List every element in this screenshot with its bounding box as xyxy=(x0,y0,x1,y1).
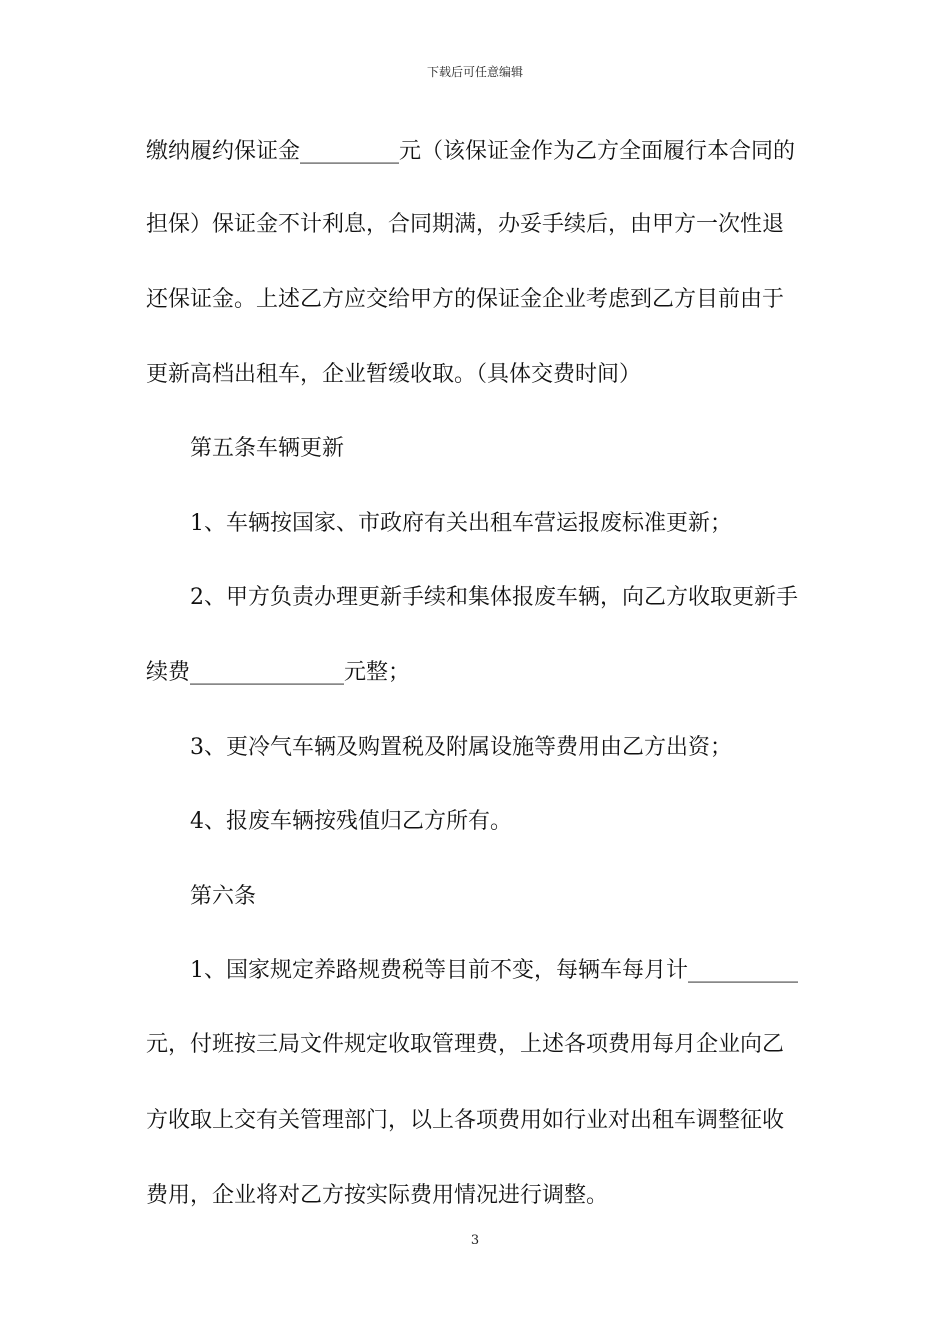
clause-6-1-continued-1: 元，付班按三局文件规定收取管理费，上述各项费用每月企业向乙 xyxy=(146,1032,785,1057)
paragraph-line-3: 还保证金。上述乙方应交给甲方的保证金企业考虑到乙方目前由于 xyxy=(146,287,785,312)
section-heading-5: 第五条车辆更新 xyxy=(190,436,345,461)
paragraph-line-1: 缴纳履约保证金_________元（该保证金作为乙方全面履行本合同的 xyxy=(146,139,796,164)
clause-6-1: 1、国家规定养路规费税等目前不变，每辆车每月计__________ xyxy=(190,958,798,983)
edit-note: 下载后可任意编辑 xyxy=(426,65,523,79)
clause-5-2: 2、甲方负责办理更新手续和集体报废车辆，向乙方收取更新手 xyxy=(190,585,798,610)
clause-5-4: 4、报废车辆按残值归乙方所有。 xyxy=(190,809,512,834)
clause-6-1-continued-2: 方收取上交有关管理部门，以上各项费用如行业对出租车调整征收 xyxy=(146,1108,785,1133)
page-number: 3 xyxy=(470,1233,480,1248)
clause-5-3: 3、更冷气车辆及购置税及附属设施等费用由乙方出资； xyxy=(190,735,732,760)
section-heading-6: 第六条 xyxy=(190,884,257,909)
paragraph-line-4: 更新高档出租车，企业暂缓收取。（具体交费时间） xyxy=(146,362,642,387)
paragraph-line-2: 担保）保证金不计利息，合同期满，办妥手续后，由甲方一次性退 xyxy=(146,212,785,237)
clause-5-1: 1、车辆按国家、市政府有关出租车营运报废标准更新； xyxy=(190,511,732,536)
clause-6-1-continued-3: 费用，企业将对乙方按实际费用情况进行调整。 xyxy=(146,1183,609,1208)
clause-5-2-continued: 续费______________元整； xyxy=(146,660,411,685)
